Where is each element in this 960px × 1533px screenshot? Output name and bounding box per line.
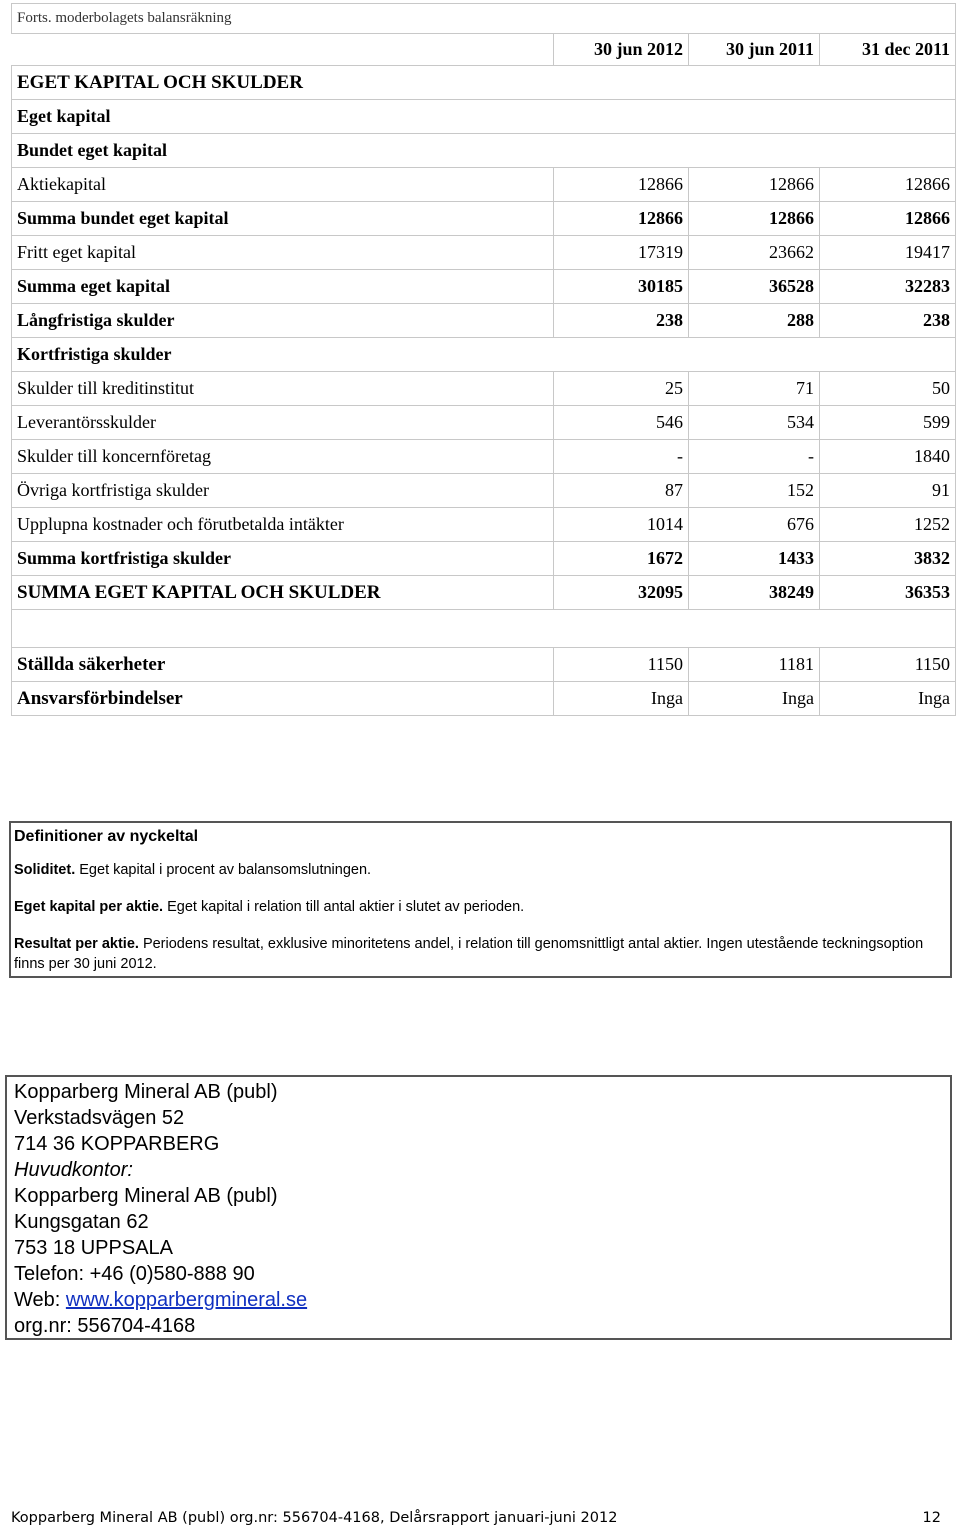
head-office-street: Kungsgatan 62: [14, 1211, 149, 1233]
table-title: Forts. moderbolagets balansräkning: [12, 4, 956, 34]
row-label: Upplupna kostnader och förutbetalda intäkter: [12, 508, 554, 542]
table-row: [12, 648, 956, 682]
company-name: Kopparberg Mineral AB (publ): [14, 1081, 278, 1103]
cell-value: 546: [554, 406, 689, 440]
definition-item: [14, 860, 947, 880]
cell-value: 71: [689, 372, 820, 406]
cell-value: 12866: [820, 202, 956, 236]
definition-text: Periodens resultat, exklusive minoritetens andel, i relation till genomsnittligt antal aktier. Ingen utestående teckningsoption finns per 30 juni 2012.: [14, 936, 924, 972]
cell-value: 238: [554, 304, 689, 338]
row-label: Fritt eget kapital: [12, 236, 554, 270]
cell-value: 1840: [820, 440, 956, 474]
cell-value: 152: [689, 474, 820, 508]
phone-number: Telefon: +46 (0)580-888 90: [14, 1263, 255, 1285]
row-label: Summa eget kapital: [12, 270, 554, 304]
row-label: Skulder till koncernföretag: [12, 440, 554, 474]
definitions-heading: Definitioner av nyckeltal: [14, 828, 199, 845]
head-office-company: Kopparberg Mineral AB (publ): [14, 1185, 278, 1207]
definition-term: Eget kapital per aktie.: [14, 899, 164, 915]
cell-value: 17319: [554, 236, 689, 270]
row-label: Summa bundet eget kapital: [12, 202, 554, 236]
cell-value: 12866: [554, 168, 689, 202]
definitions-box: [9, 821, 952, 978]
table-row: [12, 304, 956, 338]
table-row: [12, 576, 956, 610]
row-label: Aktiekapital: [12, 168, 554, 202]
cell-value: 288: [689, 304, 820, 338]
cell-value: 12866: [820, 168, 956, 202]
definition-item: [14, 934, 947, 974]
definition-text: Eget kapital i procent av balansomslutningen.: [75, 862, 372, 878]
table-row: [12, 542, 956, 576]
row-label: Långfristiga skulder: [12, 304, 554, 338]
table-row: [12, 682, 956, 716]
balance-sheet-table: [11, 3, 956, 716]
cell-value: 1433: [689, 542, 820, 576]
cell-value: 91: [820, 474, 956, 508]
website-link[interactable]: www.kopparbergmineral.se: [65, 1289, 308, 1311]
postal-city: 714 36 KOPPARBERG: [14, 1133, 220, 1155]
cell-value: 87: [554, 474, 689, 508]
cell-value: 32283: [820, 270, 956, 304]
cell-value: 238: [820, 304, 956, 338]
cell-value: 30185: [554, 270, 689, 304]
page-footer: [11, 1510, 941, 1532]
cell-value: 676: [689, 508, 820, 542]
row-label: Summa kortfristiga skulder: [12, 542, 554, 576]
cell-value: 1252: [820, 508, 956, 542]
web-line: [14, 1287, 943, 1313]
definition-term: Soliditet.: [14, 862, 76, 878]
cell-value: 32095: [554, 576, 689, 610]
cell-value: 1014: [554, 508, 689, 542]
cell-value: 1150: [554, 648, 689, 682]
table-row: [12, 202, 956, 236]
row-label: Leverantörsskulder: [12, 406, 554, 440]
cell-value: 12866: [689, 168, 820, 202]
footer-text: Kopparberg Mineral AB (publ) org.nr: 556704-4168, Delårsrapport januari-juni 2012: [11, 1510, 618, 1526]
cell-value: 3832: [820, 542, 956, 576]
cell-value: 12866: [554, 202, 689, 236]
row-label: Ställda säkerheter: [12, 648, 554, 682]
row-label: Skulder till kreditinstitut: [12, 372, 554, 406]
street-address: Verkstadsvägen 52: [14, 1107, 185, 1129]
row-label: Ansvarsförbindelser: [12, 682, 554, 716]
cell-value: 1150: [820, 648, 956, 682]
definition-item: [14, 897, 947, 917]
cell-value: 36528: [689, 270, 820, 304]
head-office-label: Huvudkontor:: [14, 1159, 133, 1181]
row-label: SUMMA EGET KAPITAL OCH SKULDER: [12, 576, 554, 610]
column-header-1: 30 jun 2012: [554, 34, 689, 66]
head-office-postal-city: 753 18 UPPSALA: [14, 1237, 173, 1259]
cell-value: -: [554, 440, 689, 474]
table-row: [12, 474, 956, 508]
column-header-3: 31 dec 2011: [820, 34, 956, 66]
cell-value: 19417: [820, 236, 956, 270]
definition-term: Resultat per aktie.: [14, 936, 139, 952]
column-header-2: 30 jun 2011: [689, 34, 820, 66]
cell-value: Inga: [689, 682, 820, 716]
cell-value: 23662: [689, 236, 820, 270]
org-number: org.nr: 556704-4168: [14, 1315, 196, 1337]
cell-value: 534: [689, 406, 820, 440]
table-row: [12, 66, 956, 100]
web-label: Web:: [14, 1289, 66, 1311]
table-row: [12, 134, 956, 168]
table-row: [12, 236, 956, 270]
table-row: [12, 338, 956, 372]
cell-value: 12866: [689, 202, 820, 236]
row-label: Övriga kortfristiga skulder: [12, 474, 554, 508]
row-label: Kortfristiga skulder: [12, 338, 554, 372]
table-row: [12, 270, 956, 304]
cell-value: Inga: [820, 682, 956, 716]
table-row: [12, 168, 956, 202]
page-number: 12: [922, 1510, 941, 1526]
cell-value: 36353: [820, 576, 956, 610]
definition-text: Eget kapital i relation till antal aktier i slutet av perioden.: [163, 899, 525, 915]
spacer-row: [12, 610, 956, 648]
cell-value: 25: [554, 372, 689, 406]
row-label: Bundet eget kapital: [12, 134, 554, 168]
cell-value: 50: [820, 372, 956, 406]
table-row: [12, 440, 956, 474]
table-row: [12, 406, 956, 440]
table-row: [12, 100, 956, 134]
cell-value: 1181: [689, 648, 820, 682]
table-row: [12, 372, 956, 406]
cell-value: 599: [820, 406, 956, 440]
cell-value: 1672: [554, 542, 689, 576]
address-box: [5, 1075, 952, 1340]
header-empty-cell: [12, 34, 554, 66]
cell-value: -: [689, 440, 820, 474]
cell-value: Inga: [554, 682, 689, 716]
cell-value: 38249: [689, 576, 820, 610]
row-label: Eget kapital: [12, 100, 554, 134]
row-label: EGET KAPITAL OCH SKULDER: [12, 66, 554, 100]
table-row: [12, 508, 956, 542]
